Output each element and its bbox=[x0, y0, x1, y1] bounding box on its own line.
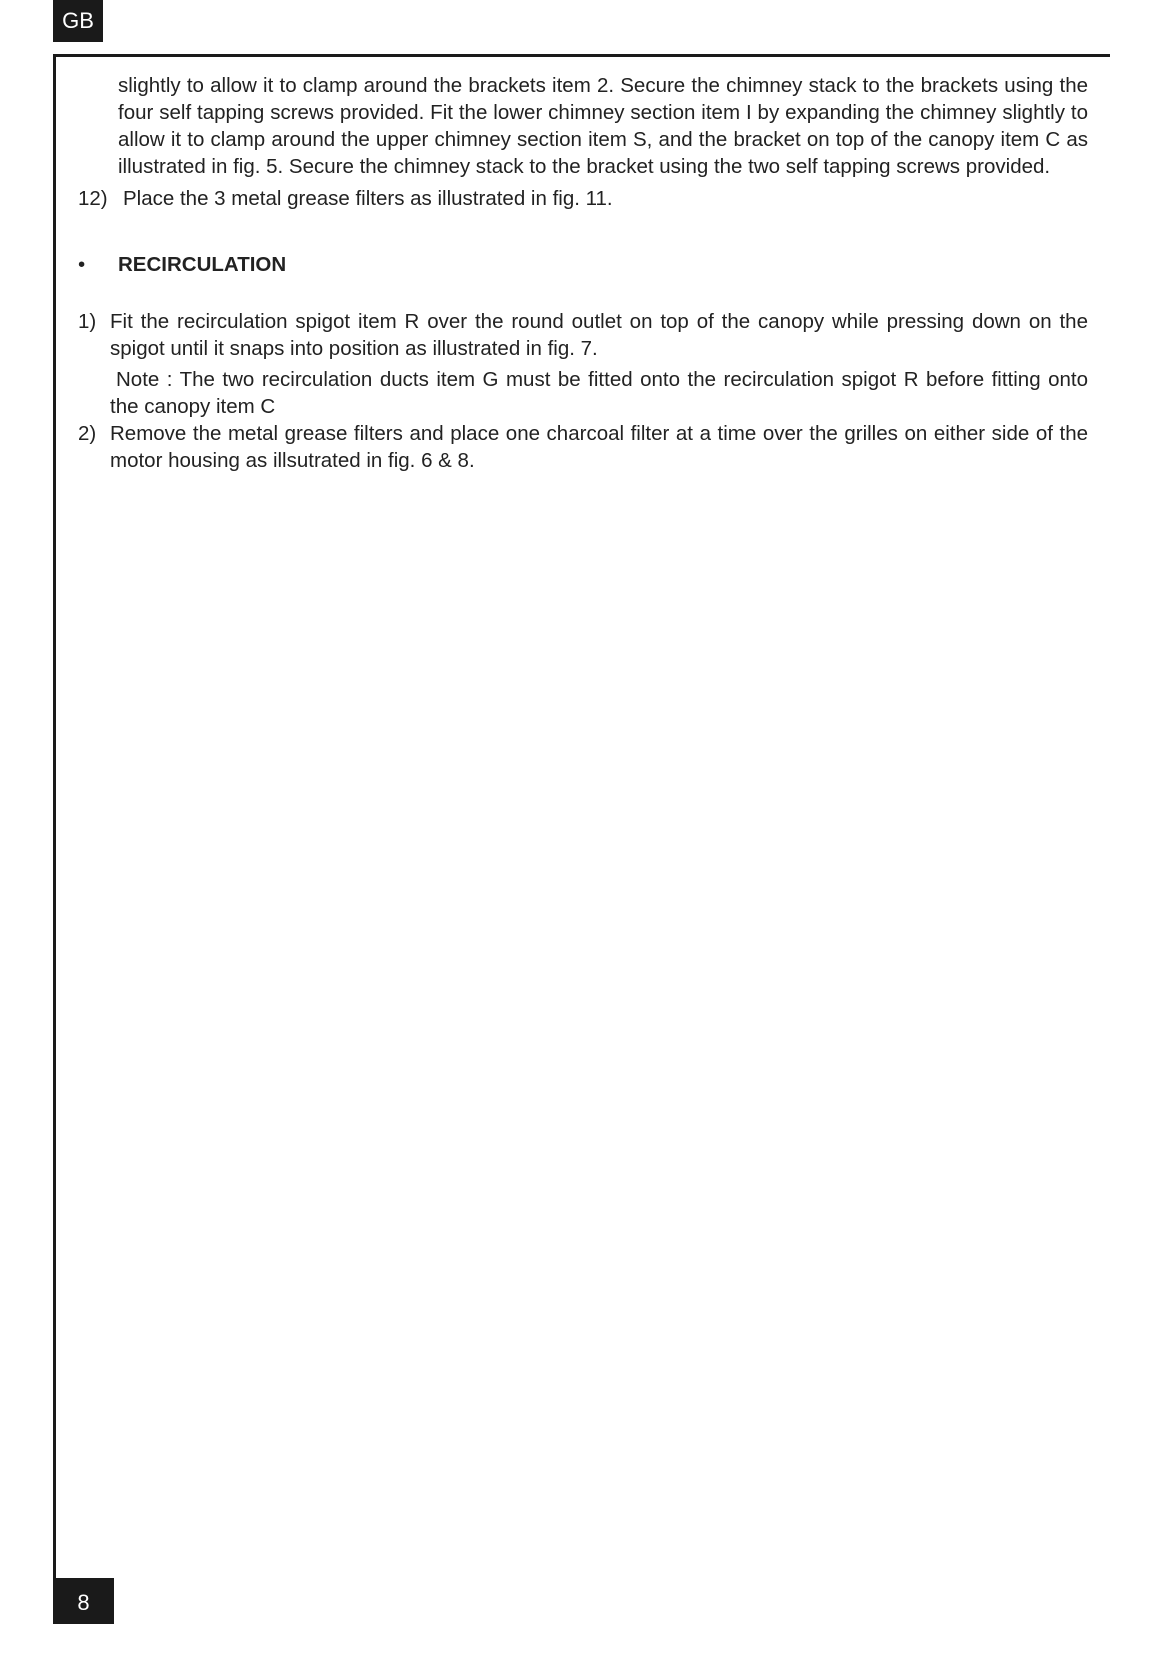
step-12-number: 12) bbox=[78, 187, 108, 210]
language-tab: GB bbox=[53, 0, 103, 42]
recirc-step-1 bbox=[78, 308, 1088, 362]
left-rule bbox=[53, 54, 56, 1624]
recirc-step-2-text: Remove the metal grease filters and place one charcoal filter at a time over the grilles on either side of the motor housing as illsutrated in fig. 6 & 8. bbox=[110, 422, 1088, 472]
top-rule bbox=[53, 54, 1110, 57]
bullet-icon: • bbox=[78, 253, 86, 276]
page-number: 8 bbox=[53, 1578, 114, 1624]
step-12-text: Place the 3 metal grease filters as illustrated in fig. 11. bbox=[123, 187, 613, 210]
recirc-step-2-number: 2) bbox=[78, 422, 97, 445]
recirc-step-1-number: 1) bbox=[78, 310, 97, 333]
note-paragraph bbox=[110, 366, 1088, 420]
continuation-paragraph: slightly to allow it to clamp around the brackets item 2. Secure the chimney stack to the brackets using the four self tapping screws provided. Fit the lower chimney section item I by expanding the chimney slightly to allow it to clamp around the upper chimney section item S, and the bracket on top of the canopy item C as illustrated in fig. 5. Secure the chimney stack to the bracket using the two self tapping screws provided. bbox=[118, 74, 1088, 178]
recirc-step-1-text: Fit the recirculation spigot item R over the round outlet on top of the canopy while pressing down on the spigot until it snaps into position as illustrated in fig. 7. bbox=[110, 310, 1088, 360]
section-heading bbox=[78, 251, 1088, 278]
section-title: RECIRCULATION bbox=[118, 253, 287, 276]
recirculation-steps bbox=[78, 308, 1088, 474]
recirc-step-2 bbox=[78, 420, 1088, 474]
note-text: Note : The two recirculation ducts item G must be fitted onto the recirculation spigot R before fitting onto the canopy item C bbox=[110, 368, 1088, 418]
page-content bbox=[78, 72, 1088, 474]
step-12 bbox=[78, 185, 1088, 212]
